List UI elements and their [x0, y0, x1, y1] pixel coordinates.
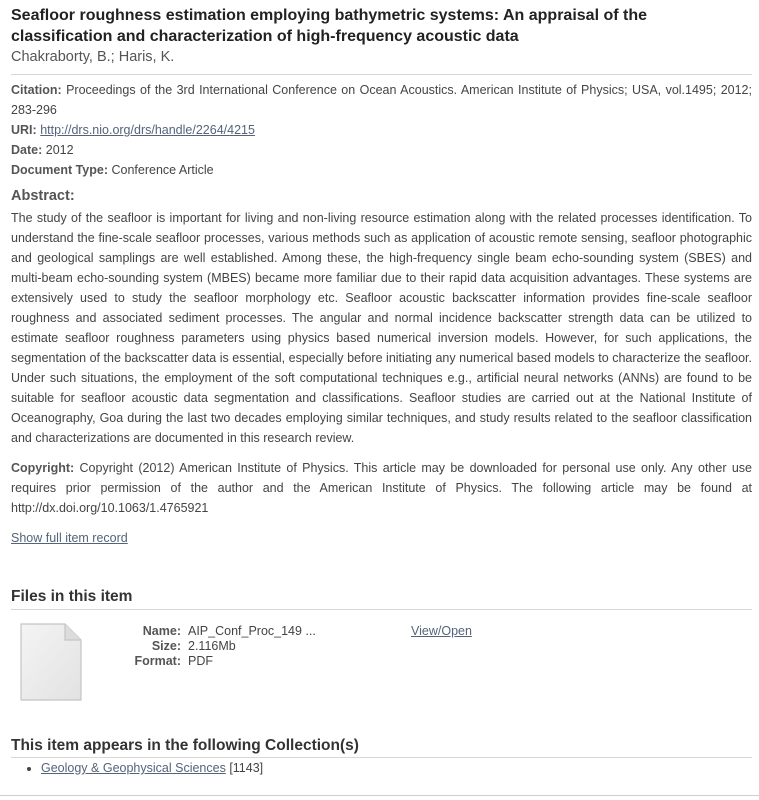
item-authors: Chakraborty, B.; Haris, K.	[11, 49, 175, 65]
divider	[11, 74, 752, 75]
item-title: Seafloor roughness estimation employing bathymetric systems: An appraisal of the classification and characterization of high-frequency acoustic data	[11, 7, 647, 45]
citation-label: Citation:	[11, 83, 62, 97]
view-open-link[interactable]: View/Open	[411, 624, 472, 638]
uri-link[interactable]: http://drs.nio.org/drs/handle/2264/4215	[40, 123, 255, 137]
file-format-value: PDF	[188, 654, 213, 668]
file-format-label: Format:	[134, 654, 181, 668]
collections-list	[11, 760, 263, 776]
file-size-value: 2.116Mb	[188, 639, 236, 653]
date-row	[11, 140, 752, 160]
metadata-block	[11, 80, 752, 180]
citation-row	[11, 80, 752, 120]
doctype-row	[11, 160, 752, 180]
citation-value: Proceedings of the 3rd International Conference on Ocean Acoustics. American Institute of Physics; USA, vol.1495; 2012; 283-296	[11, 83, 752, 117]
date-label: Date:	[11, 143, 43, 157]
uri-label: URI:	[11, 123, 37, 137]
uri-row	[11, 120, 752, 140]
file-name-value: AIP_Conf_Proc_149 ...	[188, 624, 316, 638]
copyright-block	[11, 458, 752, 518]
collection-link[interactable]: Geology & Geophysical Sciences	[41, 761, 226, 775]
item-page	[11, 5, 752, 548]
date-value: 2012	[45, 143, 74, 157]
collection-count: [1143]	[229, 761, 264, 775]
doctype-label: Document Type:	[11, 163, 108, 177]
file-size-row	[129, 639, 316, 654]
collection-item	[41, 760, 263, 776]
abstract-heading: Abstract:	[11, 188, 75, 204]
file-format-row	[129, 654, 316, 669]
copyright-label: Copyright:	[11, 461, 75, 475]
doctype-value: Conference Article	[111, 163, 214, 177]
file-metadata	[129, 624, 316, 669]
show-full-record-link[interactable]: Show full item record	[11, 531, 128, 545]
abstract-text: The study of the seafloor is important for living and non-living resource estimation along with the related processes identification. To understand the fine-scale seafloor processes, various methods such as application of acoustic remote sensing, seafloor photographic and geological samplings are well established. Among these, the high-frequency single beam echo-sounding system (SBES) and multi-beam echo-sounding system (MBES) became more familiar due to their rapid data acquisition advantages. These systems are extensively used to study the seafloor morphology etc. Seafloor acoustic backscatter information provides fine-scale seafloor roughness and associated sediment processes. The angular and normal incidence backscatter strength data can be utilized to estimate seafloor roughness parameters using physics based numerical inversion models. However, for such applications, the segmentation of the backscatter data is essential, especially before initiating any numerical based models to characterize the seafloor. Under such situations, the employment of the soft computational techniques e.g., artificial neural networks (ANNs) are found to be suitable for seafloor acoustic data segmentation and classifications. Seafloor studies are carried out at the National Institute of Oceanography, Goa during the last two decades employing similar techniques, and study results related to the seafloor classification and characterizations are documented in this research review.	[11, 211, 752, 445]
file-size-label: Size:	[151, 639, 181, 653]
copyright-text: Copyright (2012) American Institute of Physics. This article may be downloaded for personal use only. Any other use requires prior permission of the author and the American Institute of Physics. The following article may be found at http://dx.doi.org/10.1063/1.4765921	[11, 461, 752, 515]
files-heading: Files in this item	[11, 587, 752, 610]
file-name-row	[129, 624, 316, 639]
file-icon[interactable]	[19, 622, 83, 702]
file-name-label: Name:	[142, 624, 181, 638]
document-icon	[19, 622, 83, 702]
collections-heading: This item appears in the following Collection(s)	[11, 736, 752, 758]
show-full-record-row	[11, 528, 752, 548]
footer-divider	[0, 795, 759, 796]
